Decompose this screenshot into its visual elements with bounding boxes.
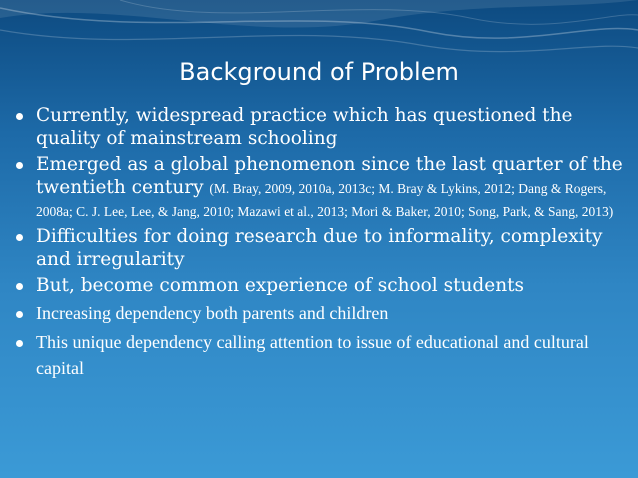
- bullet-text: Difficulties for doing research due to informality, complexity and irregularity: [36, 226, 603, 270]
- bullet-dot-icon: [16, 340, 23, 347]
- slide-title: Background of Problem: [179, 58, 459, 86]
- bullet-item: [14, 104, 624, 150]
- bullet-citation: (M. Bray, 2009, 2010a, 2013c; M. Bray & Lykins, 2012; Dang & Rogers, 2008a; C. J. Lee, Lee, & Jang, 2010; Mazawi et al., 2013; Mori & Baker, 2010; Song, Park, & Sang, 2013): [36, 181, 614, 219]
- bullet-list: [14, 104, 624, 384]
- bullet-text: Increasing dependency both parents and children: [36, 303, 389, 323]
- bullet-dot-icon: [16, 283, 23, 290]
- bullet-text: Emerged as a global phenomenon since the last quarter of the twentieth century: [36, 154, 623, 198]
- bullet-dot-icon: [16, 162, 23, 169]
- bullet-item: [14, 329, 624, 381]
- bullet-item: [14, 274, 624, 297]
- bullet-item: [14, 153, 624, 222]
- bullet-text: But, become common experience of school students: [36, 275, 525, 296]
- bullet-item: [14, 225, 624, 271]
- bullet-dot-icon: [16, 234, 23, 241]
- bullet-dot-icon: [16, 113, 23, 120]
- bullet-dot-icon: [16, 311, 23, 318]
- bullet-text: This unique dependency calling attention to issue of educational and cultural capital: [36, 332, 589, 378]
- bullet-text: Currently, widespread practice which has questioned the quality of mainstream schooling: [36, 105, 573, 149]
- bullet-item: [14, 300, 624, 326]
